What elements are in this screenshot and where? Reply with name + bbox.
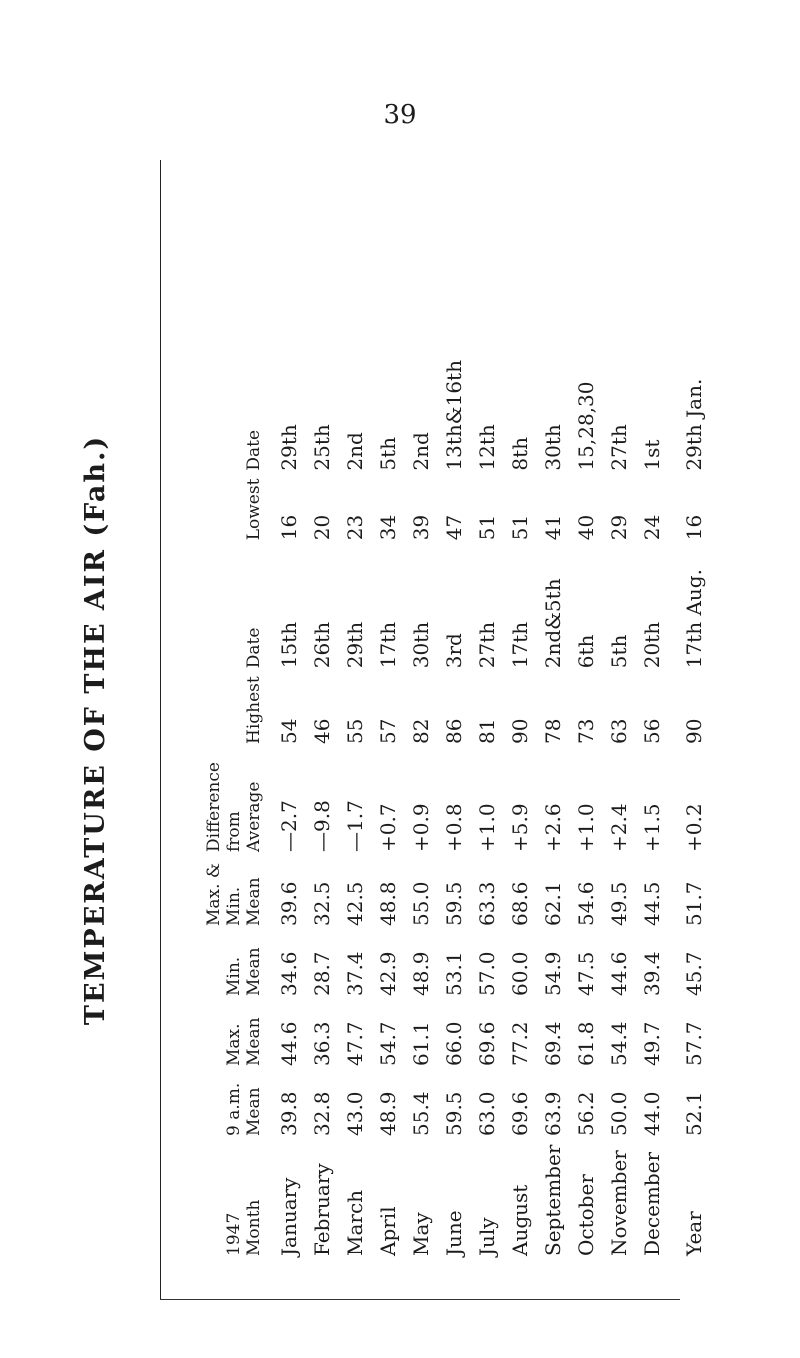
min-mean-cell: 45.7	[682, 951, 706, 996]
highest-cell: 73	[573, 718, 598, 744]
month-cell: March	[342, 1189, 367, 1256]
highest-date-cell: 27th	[474, 621, 499, 669]
table-row	[437, 337, 470, 1260]
min-mean-cell: 54.9	[540, 951, 565, 996]
highest-date-cell: 2nd&5th	[540, 578, 565, 669]
min-mean-cell: 47.5	[573, 951, 598, 996]
top-rule	[160, 160, 161, 1300]
left-rule	[160, 1299, 680, 1300]
lowest-cell: 16	[276, 514, 301, 541]
min-mean-cell: 34.6	[276, 951, 301, 996]
highest-cell: 57	[375, 718, 400, 744]
maxmin-mean-cell: 42.5	[342, 881, 367, 926]
maxmin-mean-cell: 51.7	[682, 881, 706, 926]
lowest-date-cell: 12th	[474, 424, 499, 471]
lowest-cell: 20	[309, 514, 334, 541]
max-mean-cell: 69.4	[540, 1021, 565, 1066]
table-row	[305, 337, 338, 1260]
difference-cell: —1.7	[342, 800, 367, 852]
month-cell: October	[573, 1174, 598, 1256]
maxmin-mean-cell: 62.1	[540, 881, 565, 926]
max-mean-cell: 49.7	[639, 1021, 664, 1066]
difference-cell: —9.8	[309, 800, 334, 852]
maxmin-mean-cell: 39.6	[276, 881, 301, 926]
lowest-cell: 24	[639, 514, 664, 541]
highest-cell: 54	[276, 718, 301, 744]
highest-cell: 86	[441, 718, 466, 744]
max-mean-cell: 77.2	[507, 1021, 532, 1066]
page-number: 39	[383, 100, 417, 130]
max-mean-cell: 66.0	[441, 1021, 466, 1066]
difference-cell: +0.7	[375, 803, 400, 852]
lowest-cell: 16	[682, 514, 706, 541]
table-row	[536, 337, 569, 1260]
difference-cell: +0.2	[682, 803, 706, 852]
highest-date-cell: 30th	[408, 621, 433, 669]
month-cell: April	[375, 1206, 400, 1256]
header-maxmin-mean: Max. & Min. Mean	[204, 862, 264, 926]
min-mean-cell: 48.9	[408, 951, 433, 996]
table-region	[80, 160, 706, 1300]
month-cell: May	[408, 1212, 433, 1256]
highest-cell: 82	[408, 718, 433, 744]
am-mean-cell: 55.4	[408, 1091, 433, 1136]
highest-cell: 90	[682, 718, 706, 744]
header-lowest: Lowest	[244, 478, 264, 541]
lowest-cell: 41	[540, 514, 565, 541]
table-row	[635, 337, 668, 1260]
am-mean-cell: 63.9	[540, 1091, 565, 1136]
highest-date-cell: 29th	[342, 621, 367, 669]
difference-cell: +0.9	[408, 803, 433, 852]
header-difference: Difference from Average	[204, 762, 264, 852]
lowest-date-cell: 27th	[606, 424, 631, 471]
lowest-cell: 51	[507, 514, 532, 541]
am-mean-cell: 59.5	[441, 1091, 466, 1136]
year-row	[668, 337, 712, 1260]
difference-cell: +2.6	[540, 803, 565, 852]
highest-cell: 56	[639, 718, 664, 744]
header-highest: Highest	[244, 676, 264, 744]
min-mean-cell: 42.9	[375, 951, 400, 996]
highest-cell: 55	[342, 718, 367, 744]
max-mean-cell: 47.7	[342, 1021, 367, 1066]
am-mean-cell: 32.8	[309, 1091, 334, 1136]
maxmin-mean-cell: 59.5	[441, 881, 466, 926]
header-max-mean: Max. Mean	[224, 1017, 264, 1066]
am-mean-cell: 56.2	[573, 1091, 598, 1136]
difference-cell: —2.7	[276, 800, 301, 852]
highest-date-cell: 17th Aug.	[682, 569, 706, 669]
maxmin-mean-cell: 49.5	[606, 881, 631, 926]
maxmin-mean-cell: 63.3	[474, 881, 499, 926]
max-mean-cell: 54.7	[375, 1021, 400, 1066]
difference-cell: +1.0	[573, 803, 598, 852]
maxmin-mean-cell: 48.8	[375, 881, 400, 926]
lowest-date-cell: 5th	[375, 436, 400, 471]
table-row	[338, 337, 371, 1260]
highest-date-cell: 5th	[606, 634, 631, 669]
maxmin-mean-cell: 55.0	[408, 881, 433, 926]
max-mean-cell: 44.6	[276, 1021, 301, 1066]
table-row	[602, 337, 635, 1260]
am-mean-cell: 44.0	[639, 1091, 664, 1136]
table-row	[569, 337, 602, 1260]
lowest-date-cell: 1st	[639, 439, 664, 471]
am-mean-cell: 50.0	[606, 1091, 631, 1136]
lowest-date-cell: 2nd	[408, 432, 433, 471]
maxmin-mean-cell: 68.6	[507, 881, 532, 926]
month-cell: September	[540, 1144, 565, 1256]
highest-date-cell: 26th	[309, 621, 334, 669]
lowest-cell: 51	[474, 514, 499, 541]
difference-cell: +1.0	[474, 803, 499, 852]
table-row	[272, 337, 305, 1260]
highest-cell: 63	[606, 718, 631, 744]
header-min-mean: Min. Mean	[224, 947, 264, 996]
table-title: TEMPERATURE OF THE AIR (Fah.)	[80, 434, 111, 1026]
lowest-cell: 23	[342, 514, 367, 541]
lowest-date-cell: 13th&16th	[441, 360, 466, 471]
table-row	[470, 337, 503, 1260]
lowest-date-cell: 8th	[507, 436, 532, 471]
max-mean-cell: 54.4	[606, 1021, 631, 1066]
month-cell: August	[507, 1184, 532, 1256]
min-mean-cell: 39.4	[639, 951, 664, 996]
month-cell: February	[309, 1163, 334, 1256]
highest-date-cell: 20th	[639, 621, 664, 669]
lowest-date-cell: 29th	[276, 424, 301, 471]
difference-cell: +1.5	[639, 803, 664, 852]
highest-cell: 81	[474, 718, 499, 744]
lowest-cell: 29	[606, 514, 631, 541]
difference-cell: +0.8	[441, 803, 466, 852]
month-cell: December	[639, 1151, 664, 1256]
table-row	[404, 337, 437, 1260]
highest-date-cell: 17th	[375, 621, 400, 669]
header-highest-date: Date	[244, 627, 264, 669]
min-mean-cell: 44.6	[606, 951, 631, 996]
am-mean-cell: 52.1	[682, 1091, 706, 1136]
am-mean-cell: 48.9	[375, 1091, 400, 1136]
maxmin-mean-cell: 54.6	[573, 881, 598, 926]
min-mean-cell: 37.4	[342, 951, 367, 996]
lowest-date-cell: 30th	[540, 424, 565, 471]
header-lowest-date: Date	[244, 429, 264, 471]
maxmin-mean-cell: 32.5	[309, 881, 334, 926]
temperature-table	[174, 337, 712, 1260]
month-cell: November	[606, 1150, 631, 1256]
lowest-cell: 47	[441, 514, 466, 541]
highest-cell: 78	[540, 718, 565, 744]
lowest-date-cell: 15,28,30	[573, 381, 598, 471]
min-mean-cell: 60.0	[507, 951, 532, 996]
month-cell: June	[441, 1210, 466, 1256]
month-cell: July	[474, 1217, 499, 1256]
min-mean-cell: 57.0	[474, 951, 499, 996]
table-frame	[160, 160, 706, 1300]
highest-cell: 90	[507, 718, 532, 744]
am-mean-cell: 43.0	[342, 1091, 367, 1136]
lowest-date-cell: 2nd	[342, 432, 367, 471]
min-mean-cell: 28.7	[309, 951, 334, 996]
max-mean-cell: 61.8	[573, 1021, 598, 1066]
lowest-cell: 34	[375, 514, 400, 541]
highest-date-cell: 15th	[276, 621, 301, 669]
min-mean-cell: 53.1	[441, 951, 466, 996]
max-mean-cell: 61.1	[408, 1021, 433, 1066]
rotated-page	[80, 160, 706, 1300]
difference-cell: +2.4	[606, 803, 631, 852]
year-label-cell: Year	[682, 1211, 706, 1256]
highest-cell: 46	[309, 718, 334, 744]
difference-cell: +5.9	[507, 803, 532, 852]
table-row	[503, 337, 536, 1260]
highest-date-cell: 6th	[573, 634, 598, 669]
max-mean-cell: 69.6	[474, 1021, 499, 1066]
header-row	[174, 337, 272, 1260]
am-mean-cell: 63.0	[474, 1091, 499, 1136]
table-row	[371, 337, 404, 1260]
max-mean-cell: 57.7	[682, 1021, 706, 1066]
highest-date-cell: 17th	[507, 621, 532, 669]
header-month: 1947 Month	[224, 1199, 264, 1256]
highest-date-cell: 3rd	[441, 633, 466, 669]
am-mean-cell: 69.6	[507, 1091, 532, 1136]
maxmin-mean-cell: 44.5	[639, 881, 664, 926]
lowest-date-cell: 29th Jan.	[682, 378, 706, 471]
am-mean-cell: 39.8	[276, 1091, 301, 1136]
header-9am-mean: 9 a.m. Mean	[224, 1082, 264, 1136]
lowest-cell: 40	[573, 514, 598, 541]
max-mean-cell: 36.3	[309, 1021, 334, 1066]
month-cell: January	[276, 1177, 301, 1256]
lowest-cell: 39	[408, 514, 433, 541]
lowest-date-cell: 25th	[309, 424, 334, 471]
